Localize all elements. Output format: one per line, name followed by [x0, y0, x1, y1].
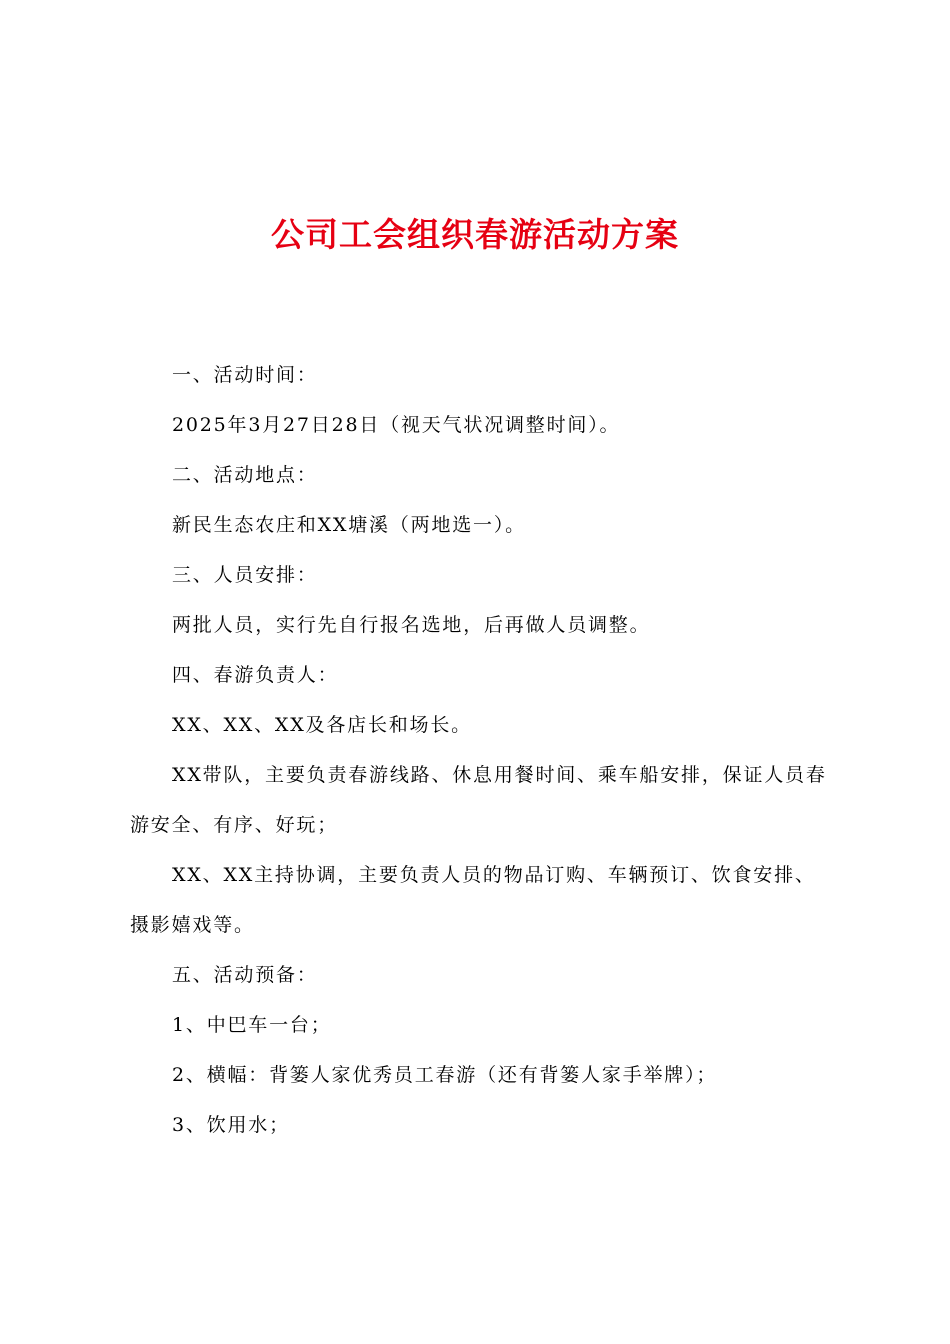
- coordinator-duty-text: XX、XX主持协调，主要负责人员的物品订购、车辆预订、饮食安排、摄影嬉戏等。: [130, 864, 816, 936]
- document-body: [130, 350, 834, 1150]
- responsible-list-text: XX、XX、XX及各店长和场长。: [172, 714, 472, 736]
- section-heading-activity-time: 一、活动时间：: [172, 364, 318, 386]
- section-heading-preparation: 五、活动预备：: [172, 964, 318, 986]
- preparation-item-3: 3、饮用水；: [172, 1114, 290, 1136]
- preparation-item-2: 2、横幅：背篓人家优秀员工春游（还有背篓人家手举牌）；: [172, 1064, 718, 1086]
- preparation-item-1: 1、中巴车一台；: [172, 1014, 332, 1036]
- section-heading-personnel: 三、人员安排：: [172, 564, 318, 586]
- activity-time-text: 2025年3月27日28日（视天气状况调整时间）。: [172, 414, 621, 436]
- activity-location-text: 新民生态农庄和XX塘溪（两地选一）。: [172, 514, 526, 536]
- section-heading-activity-location: 二、活动地点：: [172, 464, 318, 486]
- team-leader-duty-text: XX带队，主要负责春游线路、休息用餐时间、乘车船安排，保证人员春游安全、有序、好玩；: [130, 764, 827, 836]
- personnel-text: 两批人员，实行先自行报名选地，后再做人员调整。: [172, 614, 651, 636]
- document-title: 公司工会组织春游活动方案: [271, 215, 679, 254]
- section-heading-responsible: 四、春游负责人：: [172, 664, 339, 686]
